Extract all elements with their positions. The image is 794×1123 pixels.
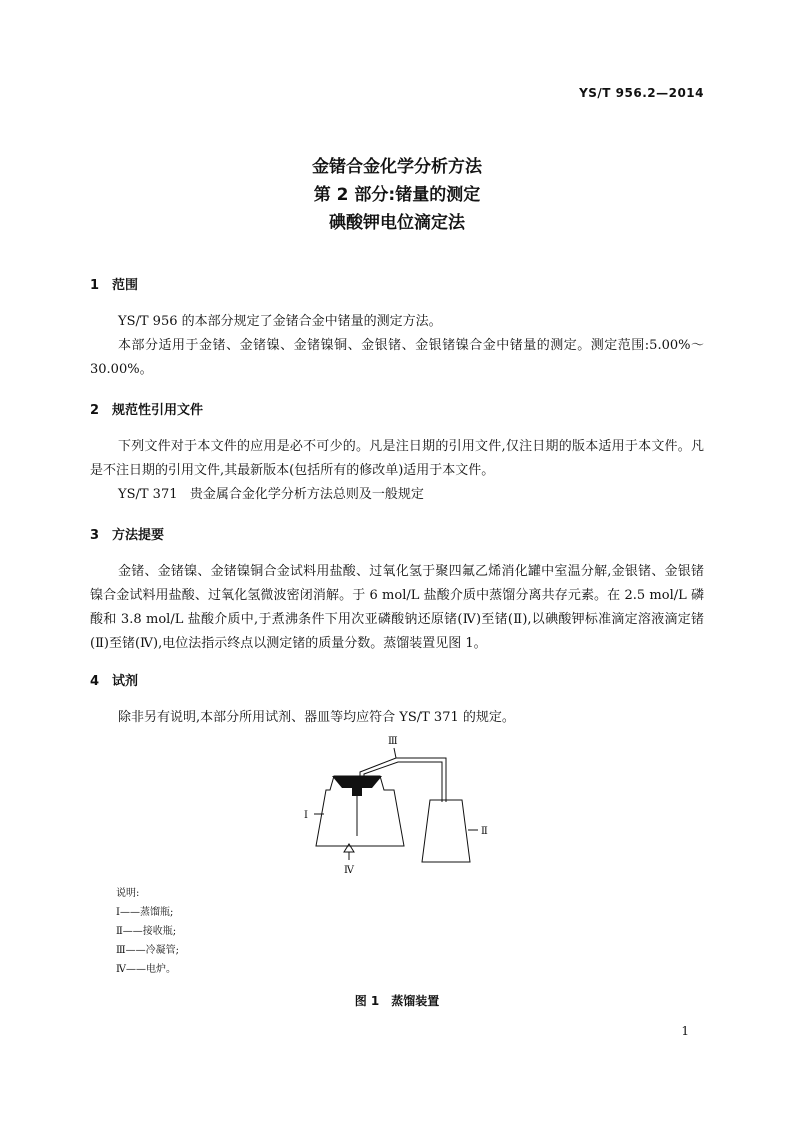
scope-body: [90, 310, 704, 382]
electric-heater: [344, 844, 354, 852]
section-title: 试剂: [112, 674, 139, 689]
receiving-flask: [422, 800, 470, 862]
reagents-paragraph-1: 除非另有说明,本部分所用试剂、器皿等均应符合 YS/T 371 的规定。: [118, 710, 515, 725]
legend-item: Ⅰ——蒸馏瓶;: [116, 907, 174, 918]
scope-paragraph-2: 本部分适用于金锗、金锗镍、金锗镍铜、金银锗、金银锗镍合金中锗量的测定。测定范围:5.00%～30.00%。: [90, 338, 704, 377]
section-heading-scope: [90, 274, 138, 293]
page-number: 1: [681, 1024, 689, 1038]
legend-item: Ⅱ——接收瓶;: [116, 926, 177, 937]
reference-code: YS/T 371: [118, 487, 178, 502]
section-heading-normative: [90, 399, 203, 418]
title-line-1: 金锗合金化学分析方法: [312, 157, 482, 177]
title-line-2: 第 2 部分:锗量的测定: [313, 185, 481, 205]
normative-paragraph-1: 下列文件对于本文件的应用是必不可少的。凡是注日期的引用文件,仅注日期的版本适用于本文件。凡是不注日期的引用文件,其最新版本(包括所有的修改单)适用于本文件。: [90, 439, 704, 478]
scope-paragraph-1: YS/T 956 的本部分规定了金锗合金中锗量的测定方法。: [118, 314, 442, 329]
normative-body: [90, 435, 704, 483]
label-ii: Ⅱ: [481, 826, 488, 837]
section-heading-method: [90, 524, 164, 543]
section-title: 方法提要: [112, 528, 165, 543]
section-number: 4: [90, 674, 100, 689]
legend-item: Ⅲ——冷凝管;: [116, 945, 180, 956]
flask-stopper: [332, 776, 382, 788]
normative-reference: [118, 483, 424, 502]
method-paragraph-1: 金锗、金锗镍、金锗镍铜合金试料用盐酸、过氧化氢于聚四氟乙烯消化罐中室温分解,金银锗、金银锗镍合金试料用盐酸、过氧化氢微波密闭消解。于 6 mol/L 盐酸介质中蒸馏分离共存元素。在 2.5 mol/L 磷酸和 3.8 mol/L 盐酸介质中,于煮沸条件下用次亚磷酸钠还原锗(Ⅳ)至锗(Ⅱ),以碘酸钾标准滴定溶液滴定锗(Ⅱ)至锗(Ⅳ),电位法指示终点以测定锗的质量分数。蒸馏装置见图 1。: [90, 564, 704, 651]
stopper-neck: [352, 788, 362, 796]
section-title: 范围: [112, 278, 139, 293]
standard-number: YS/T 956.2—2014: [579, 86, 704, 100]
legend-title: 说明:: [116, 888, 140, 899]
legend-item: Ⅳ——电炉。: [116, 964, 176, 975]
section-number: 3: [90, 528, 100, 543]
section-title: 规范性引用文件: [112, 403, 204, 418]
label-i: I: [304, 810, 308, 821]
reagents-body: [90, 706, 704, 730]
section-number: 1: [90, 278, 100, 293]
figure-legend: [116, 884, 179, 979]
reference-title: 贵金属合金化学分析方法总则及一般规定: [189, 487, 424, 502]
label-iv: Ⅳ: [344, 865, 354, 876]
method-body: [90, 560, 704, 656]
distillation-apparatus-diagram: [300, 730, 500, 880]
figure-caption: 图 1 蒸馏装置: [354, 994, 440, 1008]
title-line-3: 碘酸钾电位滴定法: [329, 213, 465, 233]
label-iii: Ⅲ: [388, 736, 398, 747]
section-heading-reagents: [90, 670, 138, 689]
section-number: 2: [90, 403, 100, 418]
